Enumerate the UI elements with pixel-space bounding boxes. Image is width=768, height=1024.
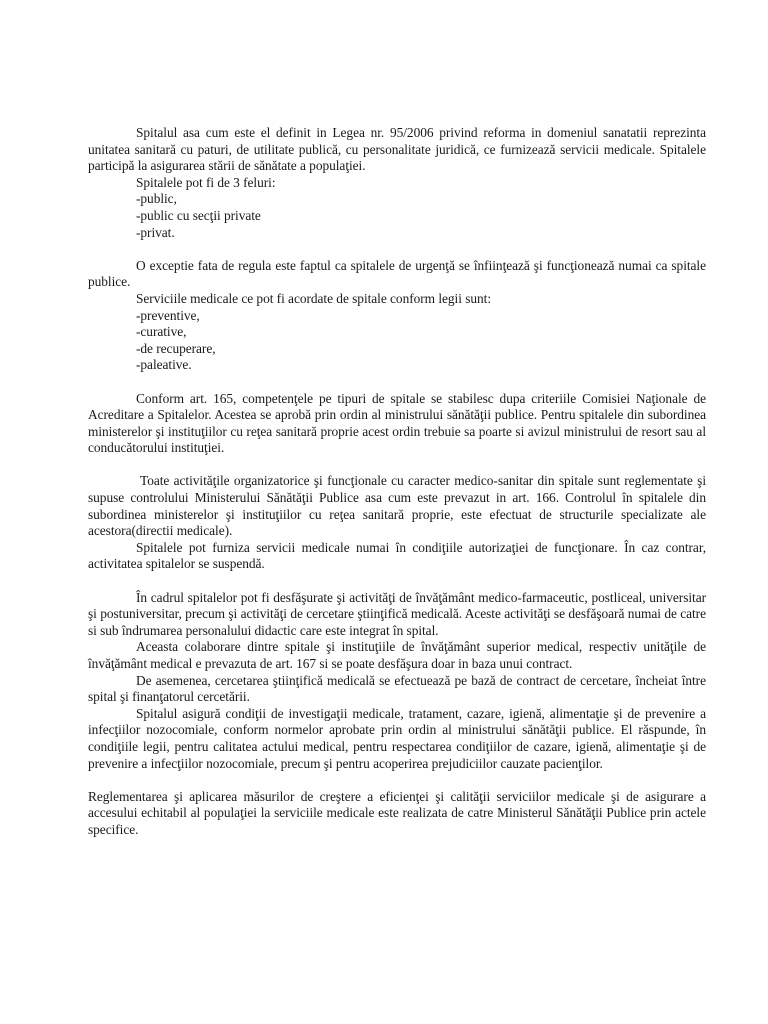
list-item-service-type: -curative, (136, 324, 187, 340)
paragraph-spacer (88, 772, 706, 789)
paragraph-hospital-definition: Spitalul asa cum este el definit in Legea nr. 95/2006 privind reforma in domeniul sanatatii reprezinta unitatea sanitară cu paturi, de utilitate publică, cu personalitate juridică, ce furnizează servicii medicale. Spitalele participă la asigurarea stării de sănătate a populaţiei. (88, 125, 706, 174)
paragraph-research-contract: De asemenea, cercetarea ştiinţifică medicală se efectuează pe bază de contract de cercetare, încheiat între spital şi finanţatorul cercetării. (88, 672, 706, 705)
list-item-service-type: -paleative. (136, 357, 192, 373)
list-item-service-type: -preventive, (136, 307, 200, 323)
paragraph-education-activities: În cadrul spitalelor pot fi desfăşurate şi activităţi de învăţământ medico-farmaceutic, postliceal, universitar şi postuniversitar, precum şi activităţi de cercetare ştiinţifică medicală. Aceste activităţi se desfăşoară numai de catre si sub îndrumarea personalului didactic care este integrat în spital. (88, 589, 706, 638)
document-page (88, 125, 706, 839)
paragraph-spacer (88, 241, 706, 258)
paragraph-hospital-conditions: Spitalul asigură condiţii de investigaţii medicale, tratament, cazare, igienă, alimentaţie şi de prevenire a infecţiilor nozocomiale, conform normelor aprobate prin ordin al ministrului sănătăţii publice. El răspunde, în condiţiile legii, pentru calitatea actului medical, pentru respectarea condiţiilor de cazare, igienă, alimentaţie şi de prevenire a infecţiilor nozocomiale, precum şi pentru acoperirea prejudiciilor cauzate pacienţilor. (88, 705, 706, 771)
paragraph-control-activities: Toate activităţile organizatorice şi funcţionale cu caracter medico-sanitar din spitale sunt reglementate şi supuse controlului Ministerului Sănătăţii Publice asa cum este prevazut in art. 166. Controlul în spitalele din subordinea ministerelor şi instituţiilor cu reţea sanitară proprie, este efectuat de structurile specializate ale acestora(directii medicale). (88, 473, 706, 539)
paragraph-spacer (88, 374, 706, 391)
paragraph-collaboration: Aceasta colaborare dintre spitale şi instituţiile de învăţământ superior medical, respectiv unităţile de învăţământ medical e prevazuta de art. 167 si se poate desfăşura doar in baza unui contract. (88, 639, 706, 671)
paragraph-spacer (88, 573, 706, 590)
paragraph-emergency-exception: O exceptie fata de regula este faptul ca spitalele de urgenţă se înfiinţează şi funcţionează numai ca spitale publice. (88, 257, 706, 290)
list-item-service-type: -de recuperare, (136, 340, 216, 356)
paragraph-spacer (88, 457, 706, 474)
list-item-hospital-type: -public cu secţii private (136, 207, 261, 223)
paragraph-regulation: Reglementarea şi aplicarea măsurilor de creştere a eficienţei şi calităţii serviciilor medicale şi de asigurare a accesului echitabil al populaţiei la serviciile medicale este realizata de catre Ministerul Sănătăţii Publice prin actele specifice. (88, 788, 706, 837)
paragraph-authorization: Spitalele pot furniza servicii medicale numai în condiţiile autorizaţiei de funcţionare. În caz contrar, activitatea spitalelor se suspendă. (88, 539, 706, 572)
paragraph-hospital-types-intro: Spitalele pot fi de 3 feluri: (136, 174, 276, 190)
paragraph-services-intro: Serviciile medicale ce pot fi acordate de spitale conform legii sunt: (136, 290, 491, 306)
list-item-hospital-type: -public, (136, 191, 177, 207)
list-item-hospital-type: -privat. (136, 224, 175, 240)
paragraph-competences: Conform art. 165, competenţele pe tipuri de spitale se stabilesc dupa criteriile Comisiei Naţionale de Acreditare a Spitalelor. Acestea se aprobă prin ordin al ministrului sănătăţii publice. Pentru spitalele din subordinea ministerelor şi instituţiilor cu reţea sanitară proprie acest ordin trebuie sa poarte si avizul ministrului de resort sau al conducătorului instituţiei. (88, 390, 706, 456)
